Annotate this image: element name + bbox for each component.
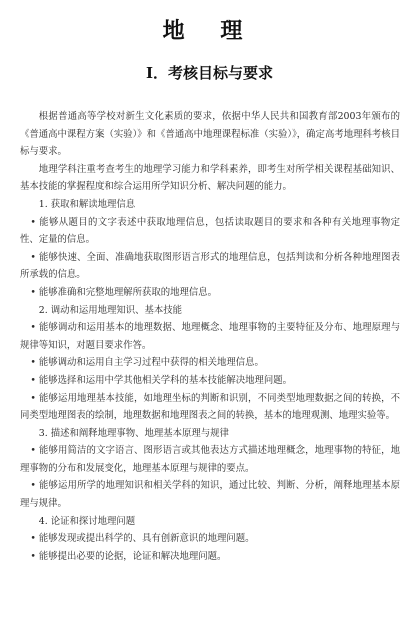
bullet-item: • 能够提出必要的论据，论证和解决地理问题。 bbox=[30, 550, 227, 562]
bullet-item: • 能够快速、全面、准确地获取图形语言形式的地理信息，包括判读和分析各种地理图表所承载的信息。 bbox=[20, 251, 400, 281]
intro-paragraph: 根据普通高等学校对新生文化素质的要求，依据中华人民共和国教育部2003年颁布的《普通高中课程方案（实验）》和《普通高中地理课程标准（实验）》，确定高考地理科考核目标与要求。 bbox=[20, 111, 400, 158]
bullet-item: • 能够调动和运用自主学习过程中获得的相关地理信息。 bbox=[30, 357, 264, 369]
document-body bbox=[20, 108, 400, 565]
bullet-item: • 能够从题目的文字表述中获取地理信息，包括读取题目的要求和各种有关地理事物定性、定量的信息。 bbox=[20, 216, 400, 246]
subsection-heading: 1. 获取和解读地理信息 bbox=[38, 198, 136, 210]
bullet-item: • 能够调动和运用基本的地理数据、地理概念、地理事物的主要特征及分布、地理原理与规律等知识，对题目要求作答。 bbox=[20, 322, 400, 351]
bullet-item: • 能够发现或提出科学的、具有创新意识的地理问题。 bbox=[30, 533, 255, 545]
document-title: 地 理 bbox=[162, 18, 257, 44]
section-title: Ⅰ．考核目标与要求 bbox=[145, 64, 274, 82]
intro-paragraph: 地理学科注重考查考生的地理学习能力和学科素养，即考生对所学相关课程基础知识、基本技能的掌握程度和综合运用所学知识分析、解决问题的能力。 bbox=[20, 163, 400, 193]
bullet-item: • 能够用简洁的文字语言、图形语言或其他表达方式描述地理概念，地理事物的特征，地理事物的分布和发展变化，地理基本原理与规律的要点。 bbox=[20, 445, 400, 474]
subsection-heading: 4. 论证和探讨地理问题 bbox=[38, 515, 136, 527]
bullet-item: • 能够准确和完整地理解所获取的地理信息。 bbox=[30, 286, 217, 298]
bullet-item: • 能够选择和运用中学其他相关学科的基本技能解决地理问题。 bbox=[30, 374, 292, 386]
bullet-item: • 能够运用地理基本技能，如地理坐标的判断和识别，不同类型地理数据之间的转换，不同类型地理图表的绘制，地理数据和地理图表之间的转换，基本的地理观测、地理实验等。 bbox=[20, 392, 400, 422]
bullet-item: • 能够运用所学的地理知识和相关学科的知识，通过比较、判断、分析，阐释地理基本原理与规律。 bbox=[20, 480, 400, 510]
subsection-heading: 3. 描述和阐释地理事物、地理基本原理与规律 bbox=[38, 427, 229, 439]
subsection-heading: 2. 调动和运用地理知识、基本技能 bbox=[38, 304, 182, 316]
